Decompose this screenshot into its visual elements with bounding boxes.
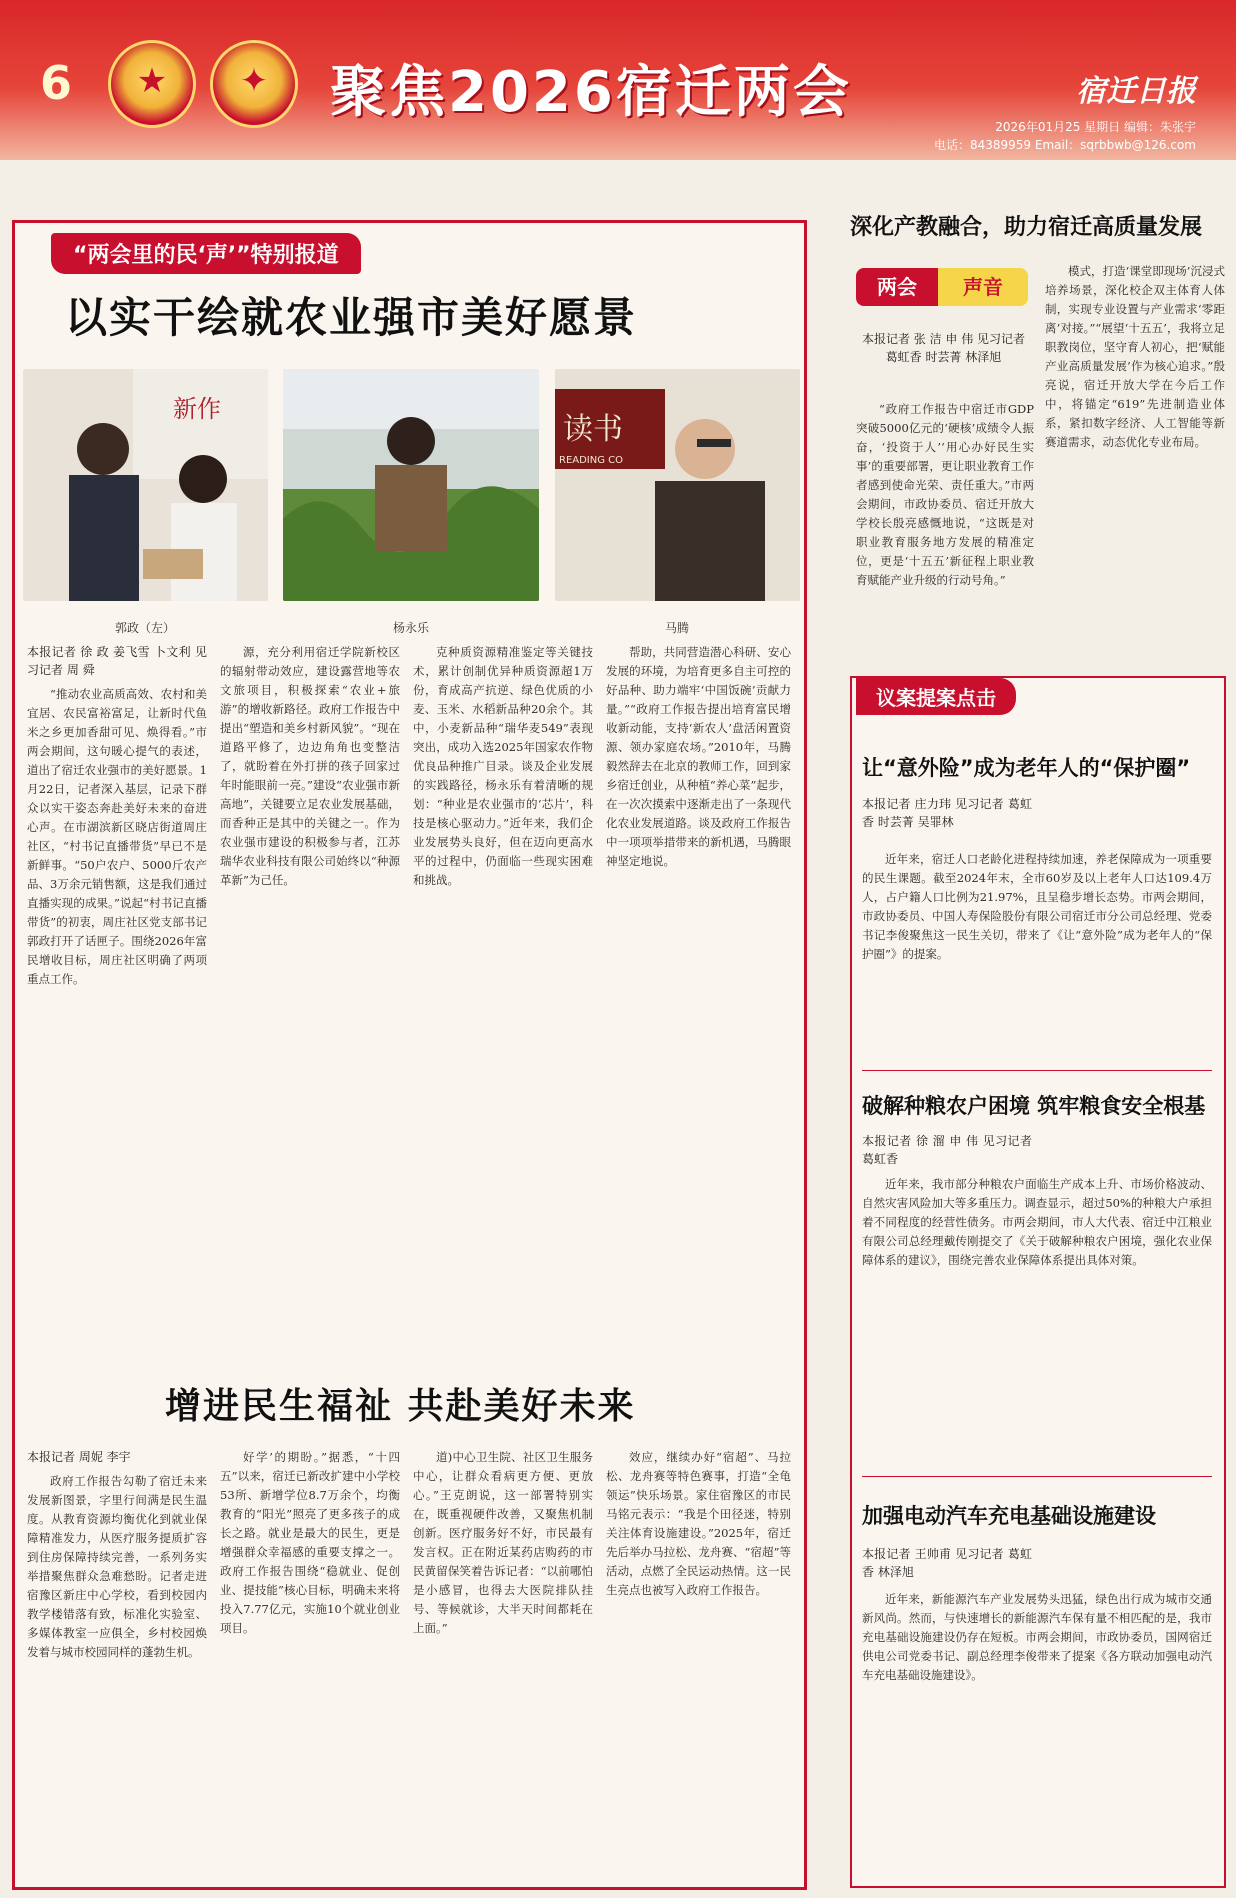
contact-line: 电话：84389959 Email：sqrbbwb@126.com: [933, 138, 1196, 152]
photo-caption-1: 郭政（左）: [114, 621, 175, 635]
proposal2-byline: 本报记者 徐 溜 申 伟 见习记者 葛虹香: [862, 1134, 1032, 1166]
photo-mateng-image: [555, 369, 800, 601]
proposal1-byline: 本报记者 庄力玮 见习记者 葛虹香 时芸菁 吴罪林: [862, 797, 1032, 829]
article-byline: 本报记者 徐 政 姜飞雪 卜文利 见习记者 周 舜: [27, 645, 207, 677]
svg-text:READING CO: READING CO: [559, 455, 624, 466]
proposal2-text: [862, 1175, 1212, 1455]
photo-mateng: [555, 369, 800, 601]
right-byline: 本报记者 张 洁 申 伟 见习记者 葛虹香 时芸菁 林泽旭: [861, 332, 1026, 364]
article-text: 源，充分利用宿迁学院新校区的辐射带动效应，建设露营地等农文旅项目，积极探索“农业+旅游”的增收新路径。政府工作报告中提出“塑造和美乡村新风貌”。“现在道路平修了，边边角角也变整洁了，就盼着在外打拼的孩子回家过年时能眼前一亮。”建设“农业强市新高地”，关键要立足农业发展基础，而香种正是其中的关键之一。作为农业强市建设的积极参与者，江苏瑞华农业科技有限公司始终以“种源革新”为己任。: [220, 645, 400, 887]
badge-left: 两会: [856, 268, 938, 306]
svg-text:读书: 读书: [563, 412, 623, 447]
divider-1: [862, 1070, 1212, 1071]
lianghui-voice-badge: [856, 262, 1031, 312]
article-text: 效应，继续办好“宿超”、马拉松、龙舟赛等特色赛事，打造“全龟领运”快乐场景。家住宿豫区的市民马铭元表示：“我是个田径迷，特别关注体育设施建设。”2025年，宿迁先后举办马拉松、龙舟赛、“宿超”等活动，点燃了全民运动热情。这一民生亮点也被写入政府工作报告。: [606, 1450, 791, 1597]
photo-guozheng-image: [23, 369, 268, 601]
article-text: 政府工作报告勾勒了宿迁未来发展新图景，字里行间满是民生温度。从教育资源均衡优化到就业保障精准发力，从医疗服务提质扩容到住房保障持续完善，一系列务实举措聚焦群众急难愁盼。记者走进宿豫区新庄中心学校，看到校园内教学楼错落有致，标准化实验室、多媒体教室一应俱全，乡村校园焕发着与城市校园同样的蓬勃生机。: [27, 1474, 207, 1659]
second-headline: 增进民生福祉 共赴美好未来: [165, 1386, 636, 1427]
article-text: 近年来，新能源汽车产业发展势头迅猛，绿色出行成为城市交通新风尚。然而，与快速增长的新能源汽车保有量不相匹配的是，我市充电基础设施建设仍存在短板。市两会期间，市政协委员，国网宿迁供电公司党委书记、副总经理李俊带来了提案《各方联动加强电动汽车充电基础设施建设》。: [862, 1592, 1212, 1682]
article-column-2: [220, 643, 400, 1353]
article2-column-2: [220, 1448, 400, 1878]
right-headline: 深化产教融合，助力宿迁高质量发展: [850, 215, 1203, 240]
proposal2-headline: 破解种粮农户困境 筑牢粮食安全根基: [862, 1094, 1206, 1118]
proposal3-text: [862, 1590, 1212, 1880]
proposal3-byline-block: [862, 1545, 1032, 1585]
proposal3-headline: 加强电动汽车充电基础设施建设: [862, 1504, 1156, 1528]
article-text: 帮助，共同营造潜心科研、安心发展的环境，为培育更多自主可控的好品种、助力端牢‘中国饭碗’贡献力量。”“政府工作报告提出培育富民增收新动能，支持‘新农人’盘活闲置资源、领办家庭农场。”2010年，马腾毅然辞去在北京的教师工作，回到家乡宿迁创业，从种植“养心菜”起步，在一次次摸索中逐渐走出了一条现代化农业发展道路。谈及政府工作报告中一项项举措带来的新机遇，马腾眼神坚定地说。: [606, 645, 791, 868]
article-text: 模式，打造‘课堂即现场’沉浸式培养场景，深化校企双主体育人体制，实现专业设置与产业需求‘零距离’对接。”“展望‘十五五’，我将立足职教岗位，坚守育人初心，把‘赋能产业高质量发展’作为核心追求。”殷亮说，宿迁开放大学在今后工作中，将锚定“619”先进制造业体系，紧扣数字经济、人工智能等新赛道需求，动态优化专业布局。: [1045, 264, 1225, 449]
page-title: 聚焦2026宿迁两会: [330, 60, 852, 125]
divider-2: [862, 1476, 1212, 1477]
photo-guozheng: [23, 369, 268, 601]
date-line: 2026年01月25 星期日 编辑：朱张宇: [995, 120, 1196, 134]
photo-yangyongle: [283, 369, 539, 601]
article-text: “政府工作报告中宿迁市GDP突破5000亿元的‘硬核’成绩令人振奋，‘投资于人’‘用心办好民生实事’的重要部署，更让职业教育工作者感到使命光荣、责任重大。”市两会期间，市政协委员、宿迁开放大学校长殷亮感慨地说，“这既是对职业教育服务地方发展的精准定位，更是‘十五五’新征程上职业教育赋能产业升级的行动号角。”: [856, 402, 1034, 587]
right-column-a: [856, 400, 1034, 650]
article2-column-3: [413, 1448, 593, 1878]
article2-byline: 本报记者 周妮 李宇: [27, 1450, 131, 1464]
article-text: 克种质资源精准鉴定等关键技术，累计创制优异种质资源超1万份，育成高产抗逆、绿色优质的小麦、玉米、水稻新品种20余个。其中，小麦新品种“瑞华麦549”表现突出，成功入选2025年国家农作物优良品种推广目录。谈及企业发展的实践路径，杨永乐有着清晰的规划：“种业是农业强市的‘芯片’，科技是核心驱动力。”近年来，我们企业发展势头良好，但在迈向更高水平的过程中，仍面临一些现实困难和挑战。: [413, 645, 593, 887]
article2-column-4: [606, 1448, 791, 1878]
article-column-3: [413, 643, 593, 1353]
national-emblem-icon: ★: [108, 40, 196, 128]
main-article-box: [12, 220, 807, 1890]
proposal1-headline: 让“意外险”成为老年人的“保护圈”: [862, 756, 1191, 780]
main-headline: 以实干绘就农业强市美好愿景: [65, 293, 638, 342]
article-column-4: [606, 643, 791, 1353]
article-column-1: [27, 643, 207, 1353]
article-text: 近年来，我市部分种粮农户面临生产成本上升、市场价格波动、自然灾害风险加大等多重压力。调查显示，超过50%的种粮大户承担着不同程度的经营性债务。市两会期间，市人大代表、宿迁中江粮业有限公司总经理戴传刚提交了《关于破解种粮农户困境，强化农业保障体系的建议》，围绕完善农业保障体系提出具体对策。: [862, 1177, 1212, 1267]
article-text: “推动农业高质高效、农村和美宜居、农民富裕富足，让新时代鱼米之乡更加香甜可见、焕得看。”市两会期间，这句暖心提气的表述，道出了宿迁农业强市的美好愿景。1月22日，记者深入基层，记录下群众以实干姿态奔赴美好未来的奋进心声。在市湖滨新区晓店街道周庄社区，“村书记直播带货”早已不是新鲜事。“50户农户、5000斤农产品、3万余元销售额，这是我们通过直播实现的成果。”说起“村书记直播带货”的初衷，周庄社区党支部书记郭政打开了话匣子。围绕2026年富民增收目标，周庄社区明确了两项重点工作。: [27, 687, 207, 986]
masthead: [0, 0, 1236, 160]
paper-logo: 宿迁日报: [1076, 74, 1196, 109]
article-text: 近年来，宿迁人口老龄化进程持续加速，养老保障成为一项重要的民生课题。截至2024年末，全市60岁及以上老年人口达109.4万人，占户籍人口比例为21.97%，且呈稳步增长态势。市两会期间，市政协委员、中国人寿保险股份有限公司宿迁市分公司总经理、党委书记李俊聚焦这一民生关切，带来了《让“意外险”成为老年人的“保护圈”》的提案。: [862, 852, 1212, 961]
page-number: 6: [40, 56, 73, 110]
proposal1-text: [862, 850, 1212, 1050]
proposal3-byline: 本报记者 王帅甫 见习记者 葛虹香 林泽旭: [862, 1547, 1032, 1579]
cppcc-emblem-icon: ✦: [210, 40, 298, 128]
article-text: 道)中心卫生院、社区卫生服务中心，让群众看病更方便、更放心。”王克朗说，这一部署特别实在，既重视硬件改善，又聚焦机制创新。医疗服务好不好，市民最有发言权。正在附近某药店购药的市民黄留保笑着告诉记者：“以前哪怕是小感冒，也得去大医院排队挂号、等候就诊，大半天时间都耗在上面。”: [413, 1450, 593, 1635]
article2-column-1: [27, 1448, 207, 1878]
photo-caption-3: 马腾: [664, 621, 689, 635]
proposal-tag: 议案提案点击: [856, 678, 1016, 715]
article-text: 好学’的期盼。”据悉，“十四五”以来，宿迁已新改扩建中小学校53所、新增学位8.7万余个，均衡教育的“阳光”照亮了更多孩子的成长之路。就业是最大的民生，更是增强群众幸福感的重要支撑之一。政府工作报告围绕“稳就业、促创业、提技能”核心目标，明确未来将投入7.77亿元，实施10个就业创业项目。: [220, 1450, 400, 1635]
header-meta: [934, 118, 1196, 154]
proposal2-byline-block: [862, 1132, 1032, 1172]
photo-yangyongle-image: [283, 369, 539, 601]
right-column-b: [1045, 262, 1225, 650]
badge-right: 声音: [938, 268, 1028, 306]
special-report-banner: “两会里的民‘声’”特别报道: [51, 233, 361, 274]
photo-caption-2: 杨永乐: [392, 621, 429, 635]
right-byline-block: [856, 330, 1031, 400]
svg-text:新作: 新作: [173, 395, 221, 423]
proposal1-byline-block: [862, 795, 1032, 845]
